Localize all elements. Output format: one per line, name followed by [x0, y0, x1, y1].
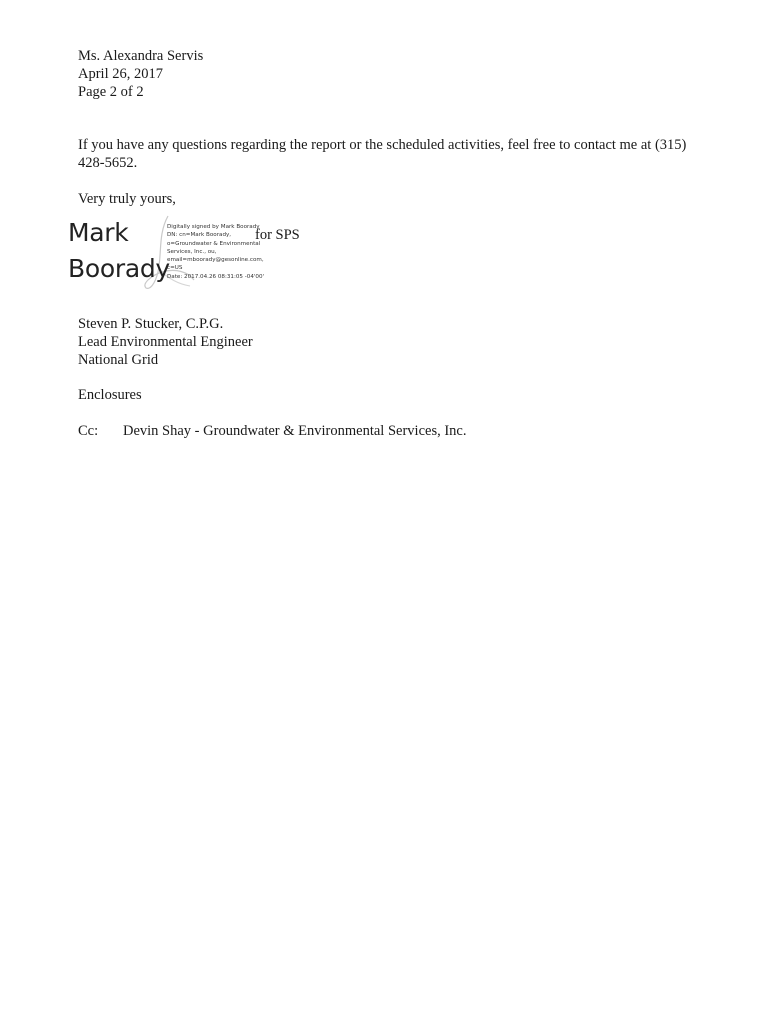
signature-name-first: Mark — [68, 218, 129, 247]
signature-detail-line: DN: cn=Mark Boorady, — [167, 232, 232, 239]
signature-name-last: Boorady — [68, 254, 170, 283]
signatory-title: Lead Environmental Engineer — [78, 334, 253, 350]
on-behalf-text: for SPS — [255, 227, 300, 243]
signature-detail-line: email=mboorady@gesonline.com, — [167, 257, 264, 264]
recipient-name: Ms. Alexandra Servis — [78, 48, 204, 64]
enclosures-label: Enclosures — [78, 387, 142, 403]
signatory-name: Steven P. Stucker, C.P.G. — [78, 316, 224, 332]
letter-date: April 26, 2017 — [78, 66, 163, 82]
cc-label: Cc: — [78, 423, 99, 439]
signature-detail-line: c=US — [167, 265, 183, 272]
cc-line — [78, 422, 466, 440]
cc-recipient: Devin Shay - Groundwater & Environmental Services, Inc. — [123, 423, 467, 439]
signatory-company: National Grid — [78, 352, 159, 368]
page-number: Page 2 of 2 — [78, 84, 144, 100]
body-paragraph: If you have any questions regarding the report or the scheduled activities, feel free to contact me at (315) 428-5652. — [78, 137, 687, 171]
signature-detail-line: Services, Inc., ou, — [167, 248, 217, 255]
closing-line: Very truly yours, — [78, 191, 176, 207]
signature-detail-line: Digitally signed by Mark Boorady — [167, 224, 260, 230]
signature-detail-line: o=Groundwater & Environmental — [167, 240, 261, 247]
signature-detail-line: Date: 2017.04.26 08:31:05 -04'00' — [167, 273, 265, 280]
